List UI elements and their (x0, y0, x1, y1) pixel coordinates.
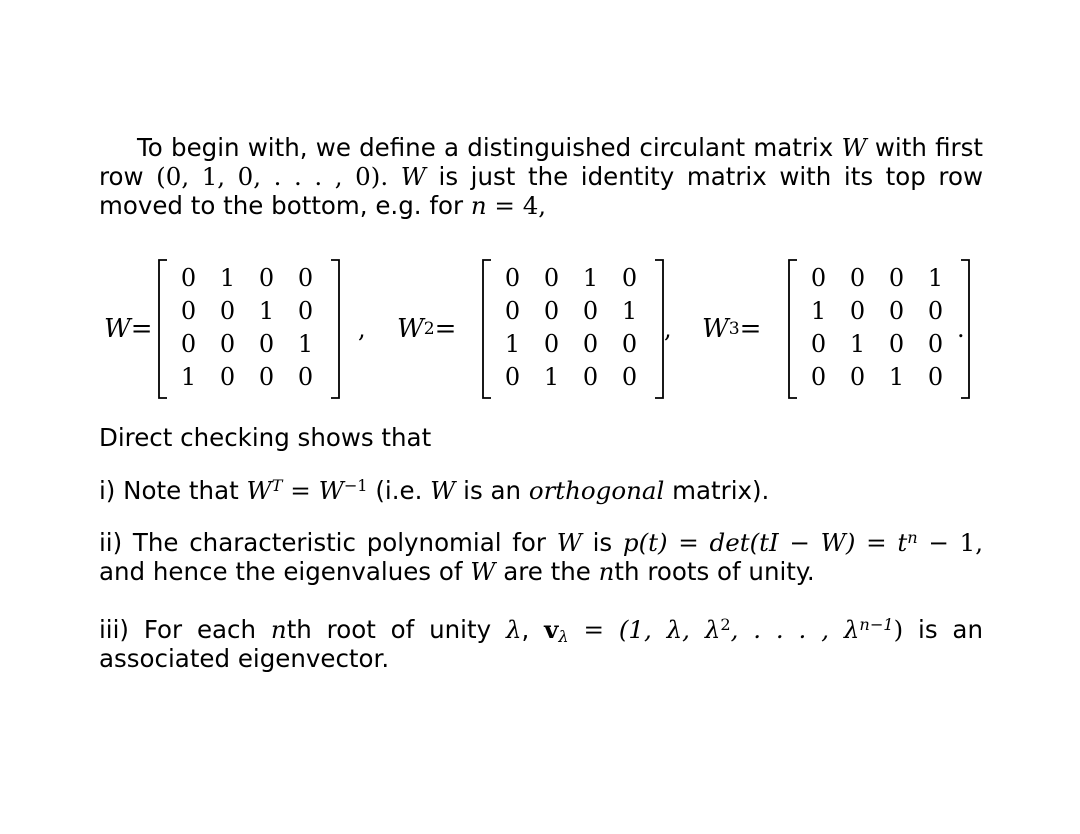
checking-line: Direct checking shows that (99, 423, 432, 452)
matrix-1-label: W = (104, 314, 153, 344)
matrix-3-terminator: . (957, 315, 965, 343)
matrix-1-table: 0 1 0 0 0 0 1 0 0 0 0 1 1 0 0 0 (180, 264, 314, 391)
matrix-3 (787, 258, 971, 400)
matrix-3-table: 0 0 0 1 1 0 0 0 0 1 0 0 0 0 1 0 (810, 264, 944, 391)
matrix-1 (157, 258, 341, 400)
item-ii: ii) The characteristic polynomial for W is $p(t) = \det(tI - W) = t^n - 1$, and hence the eigenvalues of W are the nth roots of unity. (99, 527, 983, 586)
matrix-display (99, 258, 983, 400)
intro-text: To begin with, we define a distinguished circulant matrix (137, 133, 842, 162)
matrix-2-table: 0 0 1 0 0 0 0 1 1 0 0 0 0 1 0 0 (504, 264, 638, 391)
math-W: W (841, 133, 867, 162)
matrix-1-separator: , (358, 315, 366, 343)
math-W: W (400, 162, 426, 191)
intro-paragraph (99, 133, 983, 220)
orthogonal-term: orthogonal (528, 476, 665, 505)
math-first-row: (0, 1, 0, . . . , 0). (156, 162, 389, 191)
intro-text: is just the identity matrix with its top row moved to (99, 162, 983, 220)
matrix-3-label: W 3 = (702, 314, 762, 344)
intro-text: the bottom, e.g. for (223, 191, 471, 220)
item-i: i) Note that $W^T = W^{-1}$ (i.e. W is an orthogonal matrix). (99, 475, 770, 505)
matrix-2-separator: , (664, 315, 672, 343)
item-iii: iii) For each nth root of unity λ, $v_\lambda = (1$, λ, $\lambda^2$, . . . , $\lambda^{n-1}$) is an associated eigenvector. (99, 614, 983, 673)
intro-text: row (99, 162, 157, 191)
math-n: n (470, 191, 487, 220)
matrix-2 (481, 258, 665, 400)
intro-text: with first (866, 133, 983, 162)
math-n-value: = 4, (486, 191, 547, 220)
matrix-2-label: W 2 = (397, 314, 457, 344)
